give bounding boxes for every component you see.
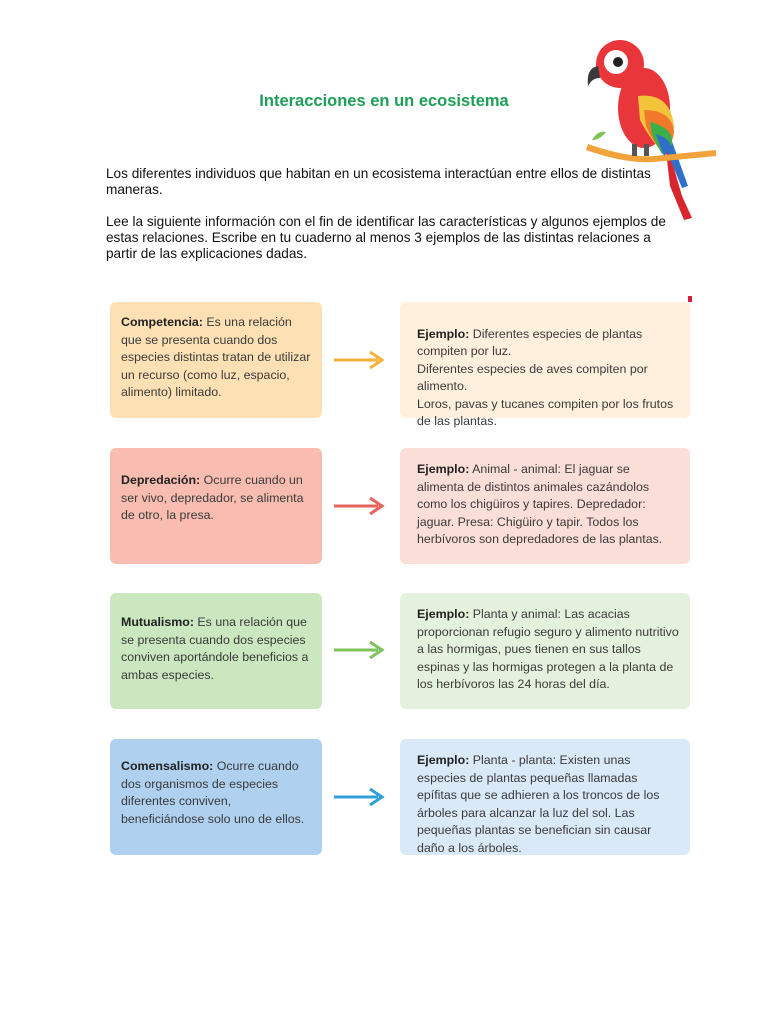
definition-term: Depredación: [121, 473, 201, 487]
definition-term: Mutualismo: [121, 615, 194, 629]
definition-term: Comensalismo: [121, 759, 214, 773]
definition-box-competencia [110, 302, 322, 418]
example-text: Planta y animal: Las acacias proporcionan refugio seguro y alimento nutritivo a las hormigas, pues tienen en sus tallos espinas y las hormigas protegen a la planta de los herbívoros las 24 horas del día. [417, 607, 679, 691]
arrow-right-icon [332, 495, 390, 517]
example-box-competencia [400, 302, 690, 428]
definition-text: Ocurre cuando dos organismos de especies diferentes conviven, beneficiándose solo uno de ellos. [121, 759, 305, 826]
intro-paragraph: Los diferentes individuos que habitan en un ecosistema interactúan entre ellos de distintas maneras. [106, 166, 651, 197]
example-text: Planta - planta: Existen unas especies de plantas pequeñas llamadas epífitas que se adhieren a los troncos de los árboles para alcanzar la luz del sol. Las pequeñas plantas se benefician sin causar daño a los árboles. [417, 753, 660, 855]
instructions-paragraph: Lee la siguiente información con el fin de identificar las características y algunos ejemplos de estas relaciones. Escribe en tu cuaderno al menos 3 ejemplos de las distintas relaciones a partir de las explicaciones dadas. [106, 214, 666, 261]
example-label: Ejemplo: [417, 462, 470, 476]
example-box-mutualismo [400, 593, 690, 709]
arrow-right-icon [332, 639, 390, 661]
parrot-illustration [578, 36, 718, 224]
red-corner-mark [688, 296, 692, 302]
example-box-depredacion [400, 448, 690, 564]
definition-text: Ocurre cuando un ser vivo, depredador, se alimenta de otro, la presa. [121, 473, 304, 522]
definition-box-comensalismo [110, 739, 322, 855]
example-text: Animal - animal: El jaguar se alimenta de distintos animales cazándolos como los chigüiros y tapires. Depredador: jaguar. Presa: Chigüiro y tapir. Todos los herbívoros son depredadores de las plantas. [417, 462, 663, 546]
definition-text: Es una relación que se presenta cuando dos especies distintas tratan de utilizar un recurso (como luz, espacio, alimento) limitado. [121, 315, 311, 399]
page-title: Interacciones en un ecosistema [259, 92, 509, 110]
definition-text: Es una relación que se presenta cuando dos especies conviven aportándole beneficios a ambas especies. [121, 615, 309, 682]
arrow-right-icon [332, 786, 390, 808]
definition-box-depredacion [110, 448, 322, 564]
example-box-comensalismo [400, 739, 690, 855]
definition-box-mutualismo [110, 593, 322, 709]
arrow-right-icon [332, 349, 390, 371]
definition-term: Competencia: [121, 315, 203, 329]
example-label: Ejemplo: [417, 753, 470, 767]
example-text: Diferentes especies de plantas compiten por luz. Diferentes especies de aves compiten por alimento. Loros, pavas y tucanes compiten por los frutos de las plantas. [417, 326, 674, 428]
example-label: Ejemplo: [417, 326, 470, 341]
example-label: Ejemplo: [417, 607, 470, 621]
